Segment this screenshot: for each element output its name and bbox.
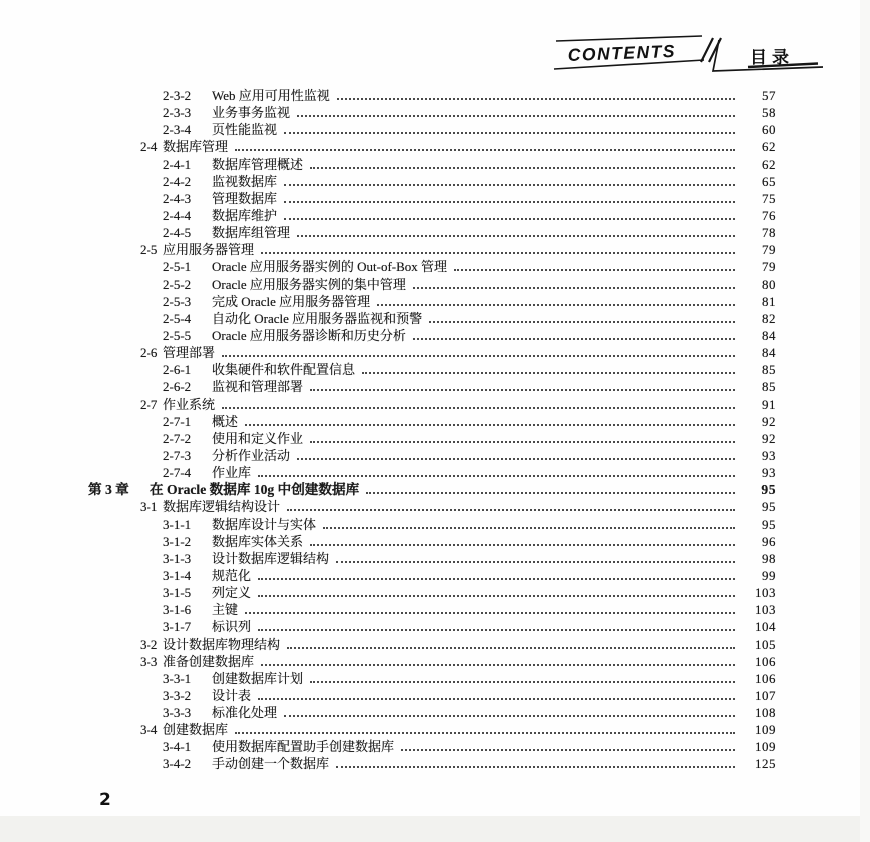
toc-entry-number: 2-5-5 xyxy=(163,327,192,343)
toc-entry-page: 92 xyxy=(762,430,776,446)
toc-row xyxy=(0,138,776,155)
toc-dotted-leader xyxy=(245,423,735,426)
toc-entry-title: 数据库维护 xyxy=(212,207,278,223)
toc-entry-page: 106 xyxy=(755,670,776,686)
toc-row xyxy=(0,310,776,327)
toc-entry-page: 62 xyxy=(762,156,776,172)
toc-entry-page: 109 xyxy=(755,739,776,755)
toc-entry-page: 107 xyxy=(755,687,776,703)
toc-entry-page: 85 xyxy=(762,362,776,378)
toc-entry-page: 106 xyxy=(755,653,776,669)
toc-dotted-leader xyxy=(323,526,735,529)
toc-entry-page: 95 xyxy=(762,499,776,515)
toc-entry-page: 95 xyxy=(762,516,776,532)
toc-row xyxy=(0,618,776,635)
toc-entry-number: 3-1-1 xyxy=(163,516,192,532)
toc-entry-number: 3-3-3 xyxy=(163,705,192,721)
toc-entry-number: 2-3-2 xyxy=(163,88,192,103)
toc-entry-title: 准备创建数据库 xyxy=(163,653,255,669)
toc-row xyxy=(0,293,776,310)
toc-entry-page: 92 xyxy=(762,413,776,429)
toc-entry-number: 3-1-2 xyxy=(163,533,192,549)
toc-dotted-leader xyxy=(258,628,735,631)
toc-dotted-leader xyxy=(258,594,735,597)
toc-dotted-leader xyxy=(310,166,735,169)
toc-entry-title: 主键 xyxy=(212,602,239,618)
toc-row xyxy=(0,224,776,241)
toc-entry-number: 2-7 xyxy=(140,396,158,412)
toc-dotted-leader xyxy=(284,200,735,203)
toc-dotted-leader xyxy=(454,268,735,271)
toc-row xyxy=(0,207,776,224)
toc-entry-title: Oracle 应用服务器实例的集中管理 xyxy=(212,276,406,292)
toc-entry-page: 103 xyxy=(755,585,776,601)
toc-entry-number: 3-1-4 xyxy=(163,567,192,583)
toc-row xyxy=(0,721,776,738)
toc-row xyxy=(0,584,776,601)
toc-entry-page: 58 xyxy=(762,105,776,121)
toc-row xyxy=(0,396,776,413)
toc-entry-number: 3-4 xyxy=(140,722,158,738)
toc-row xyxy=(0,670,776,687)
toc-entry-title: 数据库设计与实体 xyxy=(212,516,317,532)
toc-entry-page: 80 xyxy=(762,276,776,292)
toc-entry-number: 2-7-2 xyxy=(163,430,192,446)
toc-dotted-leader xyxy=(377,303,735,306)
toc-dotted-leader xyxy=(258,577,735,580)
toc-entry-page: 65 xyxy=(762,173,776,189)
logo-top-line xyxy=(556,36,702,41)
toc-row xyxy=(0,121,776,138)
toc-entry-title: 设计数据库逻辑结构 xyxy=(212,550,330,566)
toc-row xyxy=(0,241,776,258)
toc-entry-title: 应用服务器管理 xyxy=(163,242,255,258)
toc-dotted-leader xyxy=(222,354,735,357)
toc-entry-title: 完成 Oracle 应用服务器管理 xyxy=(212,293,371,309)
toc-entry-number: 2-4 xyxy=(140,139,158,155)
toc-entry-number: 2-3-4 xyxy=(163,122,192,138)
toc-entry-title: 规范化 xyxy=(212,567,252,583)
toc-entry-number: 2-4-4 xyxy=(163,207,192,223)
toc-entry-number: 2-4-2 xyxy=(163,173,192,189)
toc-dotted-leader xyxy=(258,697,735,700)
toc-entry-title: 管理数据库 xyxy=(212,190,278,206)
toc-entry-title: 业务事务监视 xyxy=(212,105,291,121)
toc-entry-page: 57 xyxy=(762,88,776,103)
toc-dotted-leader xyxy=(336,560,735,563)
toc-entry-page: 84 xyxy=(762,345,776,361)
toc-row xyxy=(0,430,776,447)
toc-row xyxy=(0,653,776,670)
toc-dotted-leader xyxy=(297,457,735,460)
toc-entry-number: 2-4-1 xyxy=(163,156,192,172)
toc-entry-page: 91 xyxy=(762,396,776,412)
toc-row xyxy=(0,190,776,207)
toc-dotted-leader xyxy=(284,714,735,717)
toc-entry-page: 99 xyxy=(762,567,776,583)
toc-dotted-leader xyxy=(287,646,735,649)
toc-entry-page: 105 xyxy=(755,636,776,652)
toc-entry-number: 2-6-1 xyxy=(163,362,192,378)
toc-entry-title: 作业系统 xyxy=(163,396,216,412)
toc-row xyxy=(0,276,776,293)
toc-entry-title: Web 应用可用性监视 xyxy=(212,88,330,103)
toc-row xyxy=(0,447,776,464)
toc-entry-number: 3-1-5 xyxy=(163,585,192,601)
toc-row xyxy=(0,361,776,378)
toc-dotted-leader xyxy=(413,286,735,289)
toc-entry-page: 82 xyxy=(762,310,776,326)
toc-dotted-leader xyxy=(362,371,735,374)
toc-entry-page: 95 xyxy=(761,482,776,498)
toc-entry-title: 数据库逻辑结构设计 xyxy=(163,499,281,515)
toc-row xyxy=(0,344,776,361)
toc-entry-page: 76 xyxy=(762,207,776,223)
toc-entry-page: 93 xyxy=(762,447,776,463)
toc-entry-title: 使用数据库配置助手创建数据库 xyxy=(212,739,395,755)
toc-entry-number: 2-7-1 xyxy=(163,413,192,429)
toc-dotted-leader xyxy=(401,748,735,751)
scan-edge-right xyxy=(860,0,870,842)
toc-row xyxy=(0,258,776,275)
toc-dotted-leader xyxy=(310,543,735,546)
toc-row xyxy=(0,498,776,515)
logo-title-zh: 目录 xyxy=(750,48,794,67)
toc-entry-number: 2-6-2 xyxy=(163,379,192,395)
toc-dotted-leader xyxy=(310,440,735,443)
toc-dotted-leader xyxy=(284,131,735,134)
toc-entry-number: 2-7-4 xyxy=(163,465,192,481)
toc-entry-title: 作业库 xyxy=(212,465,252,481)
toc-entry-page: 84 xyxy=(762,327,776,343)
toc-entry-number: 3-3-1 xyxy=(163,670,192,686)
toc-entry-title: 数据库管理概述 xyxy=(212,156,304,172)
toc-entry-page: 62 xyxy=(762,139,776,155)
toc-entry-number: 3-1-6 xyxy=(163,602,192,618)
toc-dotted-leader xyxy=(245,611,735,614)
toc-entry-number: 3-1 xyxy=(140,499,158,515)
toc-entry-title: 页性能监视 xyxy=(212,122,278,138)
toc-entry-number: 第 3 章 xyxy=(88,482,129,498)
toc-dotted-leader xyxy=(429,320,735,323)
toc-entry-title: 手动创建一个数据库 xyxy=(212,756,330,772)
toc-entry-page: 125 xyxy=(755,756,776,772)
toc-entry-number: 2-5-3 xyxy=(163,293,192,309)
toc-entry-page: 79 xyxy=(762,259,776,275)
toc-entry-number: 3-1-3 xyxy=(163,550,192,566)
contents-header-logo xyxy=(540,20,840,82)
toc-dotted-leader xyxy=(222,406,735,409)
toc-dotted-leader xyxy=(336,765,735,768)
toc-row xyxy=(0,755,776,772)
toc-entry-title: Oracle 应用服务器实例的 Out-of-Box 管理 xyxy=(212,259,448,275)
toc-entry-title: 列定义 xyxy=(212,585,252,601)
toc-entry-page: 93 xyxy=(762,465,776,481)
toc-entry-title: 数据库管理 xyxy=(163,139,229,155)
toc-entry-title: 分析作业活动 xyxy=(212,447,291,463)
toc-row xyxy=(0,87,776,104)
toc-entry-number: 3-3 xyxy=(140,653,158,669)
toc-row xyxy=(0,378,776,395)
toc-row xyxy=(0,104,776,121)
toc-entry-number: 2-7-3 xyxy=(163,447,192,463)
toc-entry-page: 109 xyxy=(755,722,776,738)
toc-entry-page: 96 xyxy=(762,533,776,549)
toc-dotted-leader xyxy=(297,114,735,117)
toc-dotted-leader xyxy=(235,731,735,734)
toc-row xyxy=(0,704,776,721)
toc-entry-title: 标准化处理 xyxy=(212,705,278,721)
toc-dotted-leader xyxy=(261,663,735,666)
toc-entry-page: 85 xyxy=(762,379,776,395)
toc-entry-page: 104 xyxy=(755,619,776,635)
toc-entry-number: 3-4-2 xyxy=(163,756,192,772)
toc-entry-title: 使用和定义作业 xyxy=(212,430,304,446)
toc-entry-title: 收集硬件和软件配置信息 xyxy=(212,362,356,378)
toc-entry-title: 数据库组管理 xyxy=(212,225,291,241)
toc-dotted-leader xyxy=(413,337,735,340)
toc-row xyxy=(0,601,776,618)
footer-page-number: 2 xyxy=(99,790,111,810)
toc-dotted-leader xyxy=(310,388,735,391)
toc-entry-number: 2-4-5 xyxy=(163,225,192,241)
toc-row xyxy=(0,567,776,584)
toc-row xyxy=(0,687,776,704)
toc-entry-title: 设计表 xyxy=(212,687,252,703)
toc-entry-page: 108 xyxy=(755,705,776,721)
toc-entry-title: 设计数据库物理结构 xyxy=(163,636,281,652)
toc-entry-page: 79 xyxy=(762,242,776,258)
toc-row xyxy=(0,636,776,653)
toc-entry-page: 75 xyxy=(762,190,776,206)
toc-entry-page: 103 xyxy=(755,602,776,618)
toc-dotted-leader xyxy=(261,251,735,254)
toc-row xyxy=(0,533,776,550)
table-of-contents xyxy=(0,87,776,773)
toc-dotted-leader xyxy=(284,183,735,186)
toc-entry-page: 60 xyxy=(762,122,776,138)
toc-entry-title: 概述 xyxy=(212,413,239,429)
toc-dotted-leader xyxy=(297,234,735,237)
toc-entry-number: 2-5 xyxy=(140,242,158,258)
toc-entry-title: 自动化 Oracle 应用服务器监视和预警 xyxy=(212,310,423,326)
toc-entry-number: 3-3-2 xyxy=(163,687,192,703)
toc-entry-title: 监视和管理部署 xyxy=(212,379,304,395)
toc-dotted-leader xyxy=(284,217,735,220)
toc-dotted-leader xyxy=(337,97,735,100)
toc-entry-title: 标识列 xyxy=(212,619,252,635)
toc-row xyxy=(0,173,776,190)
logo-contents-text: CONTENTS xyxy=(567,40,677,65)
toc-dotted-leader xyxy=(258,474,735,477)
toc-dotted-leader xyxy=(235,148,735,151)
toc-entry-number: 2-6 xyxy=(140,345,158,361)
toc-entry-number: 2-5-4 xyxy=(163,310,192,326)
toc-entry-number: 2-3-3 xyxy=(163,105,192,121)
toc-entry-title: 创建数据库计划 xyxy=(212,670,304,686)
toc-row xyxy=(0,481,776,498)
toc-row xyxy=(0,413,776,430)
toc-dotted-leader xyxy=(287,508,735,511)
toc-entry-number: 2-4-3 xyxy=(163,190,192,206)
toc-row xyxy=(0,516,776,533)
toc-entry-title: 数据库实体关系 xyxy=(212,533,304,549)
toc-entry-page: 98 xyxy=(762,550,776,566)
toc-entry-number: 3-1-7 xyxy=(163,619,192,635)
toc-entry-title: 创建数据库 xyxy=(163,722,229,738)
toc-entry-number: 2-5-1 xyxy=(163,259,192,275)
toc-entry-title: 监视数据库 xyxy=(212,173,278,189)
toc-entry-title: Oracle 应用服务器诊断和历史分析 xyxy=(212,327,406,343)
toc-entry-title: 管理部署 xyxy=(163,345,216,361)
toc-row xyxy=(0,156,776,173)
toc-row xyxy=(0,550,776,567)
toc-entry-number: 2-5-2 xyxy=(163,276,192,292)
toc-entry-page: 81 xyxy=(762,293,776,309)
scan-edge-bottom xyxy=(0,816,870,842)
toc-entry-page: 78 xyxy=(762,225,776,241)
toc-entry-title: 在 Oracle 数据库 10g 中创建数据库 xyxy=(150,482,360,498)
toc-row xyxy=(0,738,776,755)
toc-dotted-leader xyxy=(310,680,735,683)
toc-entry-number: 3-4-1 xyxy=(163,739,192,755)
toc-dotted-leader xyxy=(366,491,735,494)
toc-row xyxy=(0,464,776,481)
toc-row xyxy=(0,327,776,344)
toc-entry-number: 3-2 xyxy=(140,636,158,652)
